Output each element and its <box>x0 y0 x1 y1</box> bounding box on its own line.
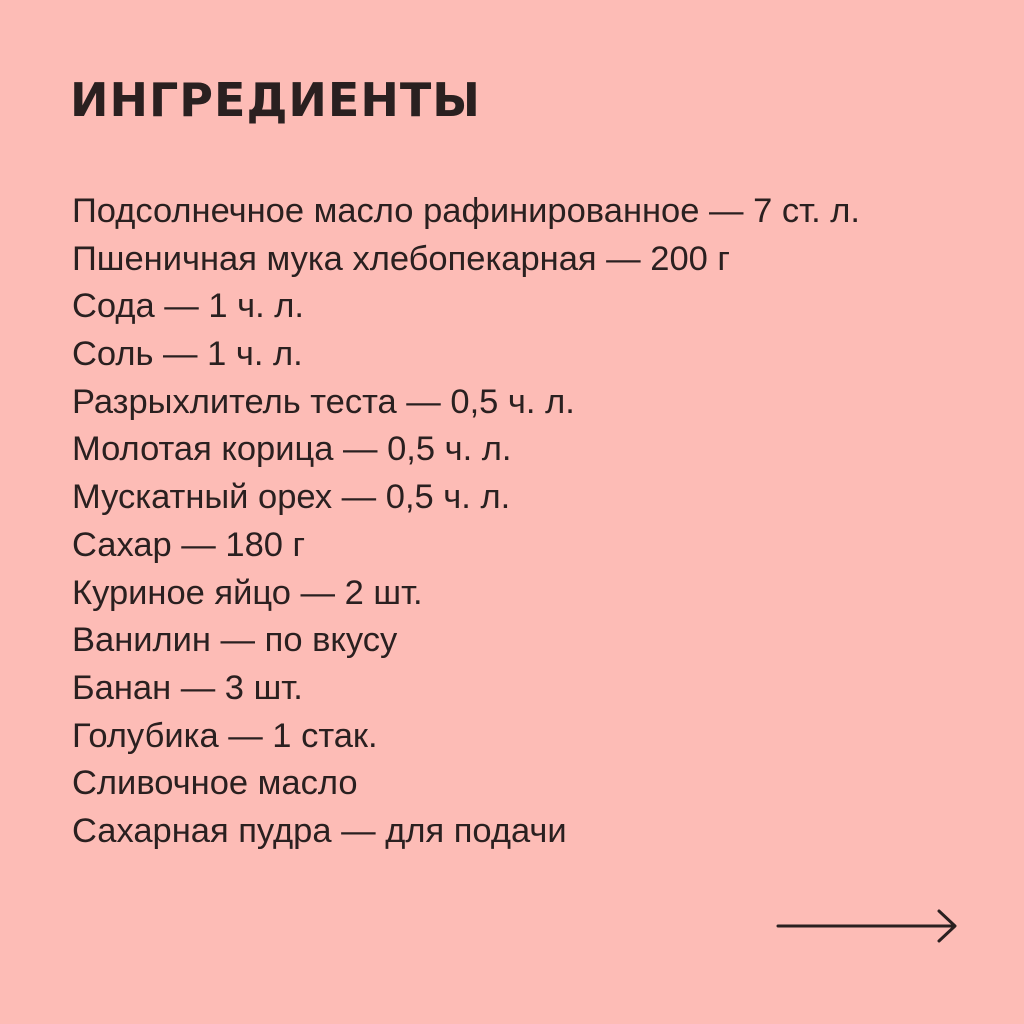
ingredient-item: Банан — 3 шт. <box>72 668 303 707</box>
ingredient-item: Сода — 1 ч. л. <box>72 287 304 326</box>
ingredient-item: Голубика — 1 стак. <box>72 716 378 755</box>
ingredient-item: Подсолнечное масло рафинированное — 7 ст. л. <box>72 192 860 230</box>
next-slide-button[interactable] <box>776 908 960 944</box>
ingredient-item: Молотая корица — 0,5 ч. л. <box>72 430 512 469</box>
ingredient-item: Сахар — 180 г <box>72 525 306 564</box>
ingredient-item: Соль — 1 ч. л. <box>72 335 303 374</box>
arrow-right-icon <box>776 908 960 944</box>
ingredient-item: Разрыхлитель теста — 0,5 ч. л. <box>72 382 575 421</box>
ingredients-list <box>72 188 1012 856</box>
ingredient-item: Ванилин — по вкусу <box>72 621 398 660</box>
page-title: ИНГРЕДИЕНТЫ <box>70 73 481 127</box>
ingredient-item: Куриное яйцо — 2 шт. <box>72 573 423 612</box>
ingredient-item: Мускатный орех — 0,5 ч. л. <box>72 478 511 517</box>
ingredient-item: Сахарная пудра — для подачи <box>72 811 567 850</box>
ingredient-item: Сливочное масло <box>72 764 358 803</box>
ingredient-item: Пшеничная мука хлебопекарная — 200 г <box>72 239 730 278</box>
